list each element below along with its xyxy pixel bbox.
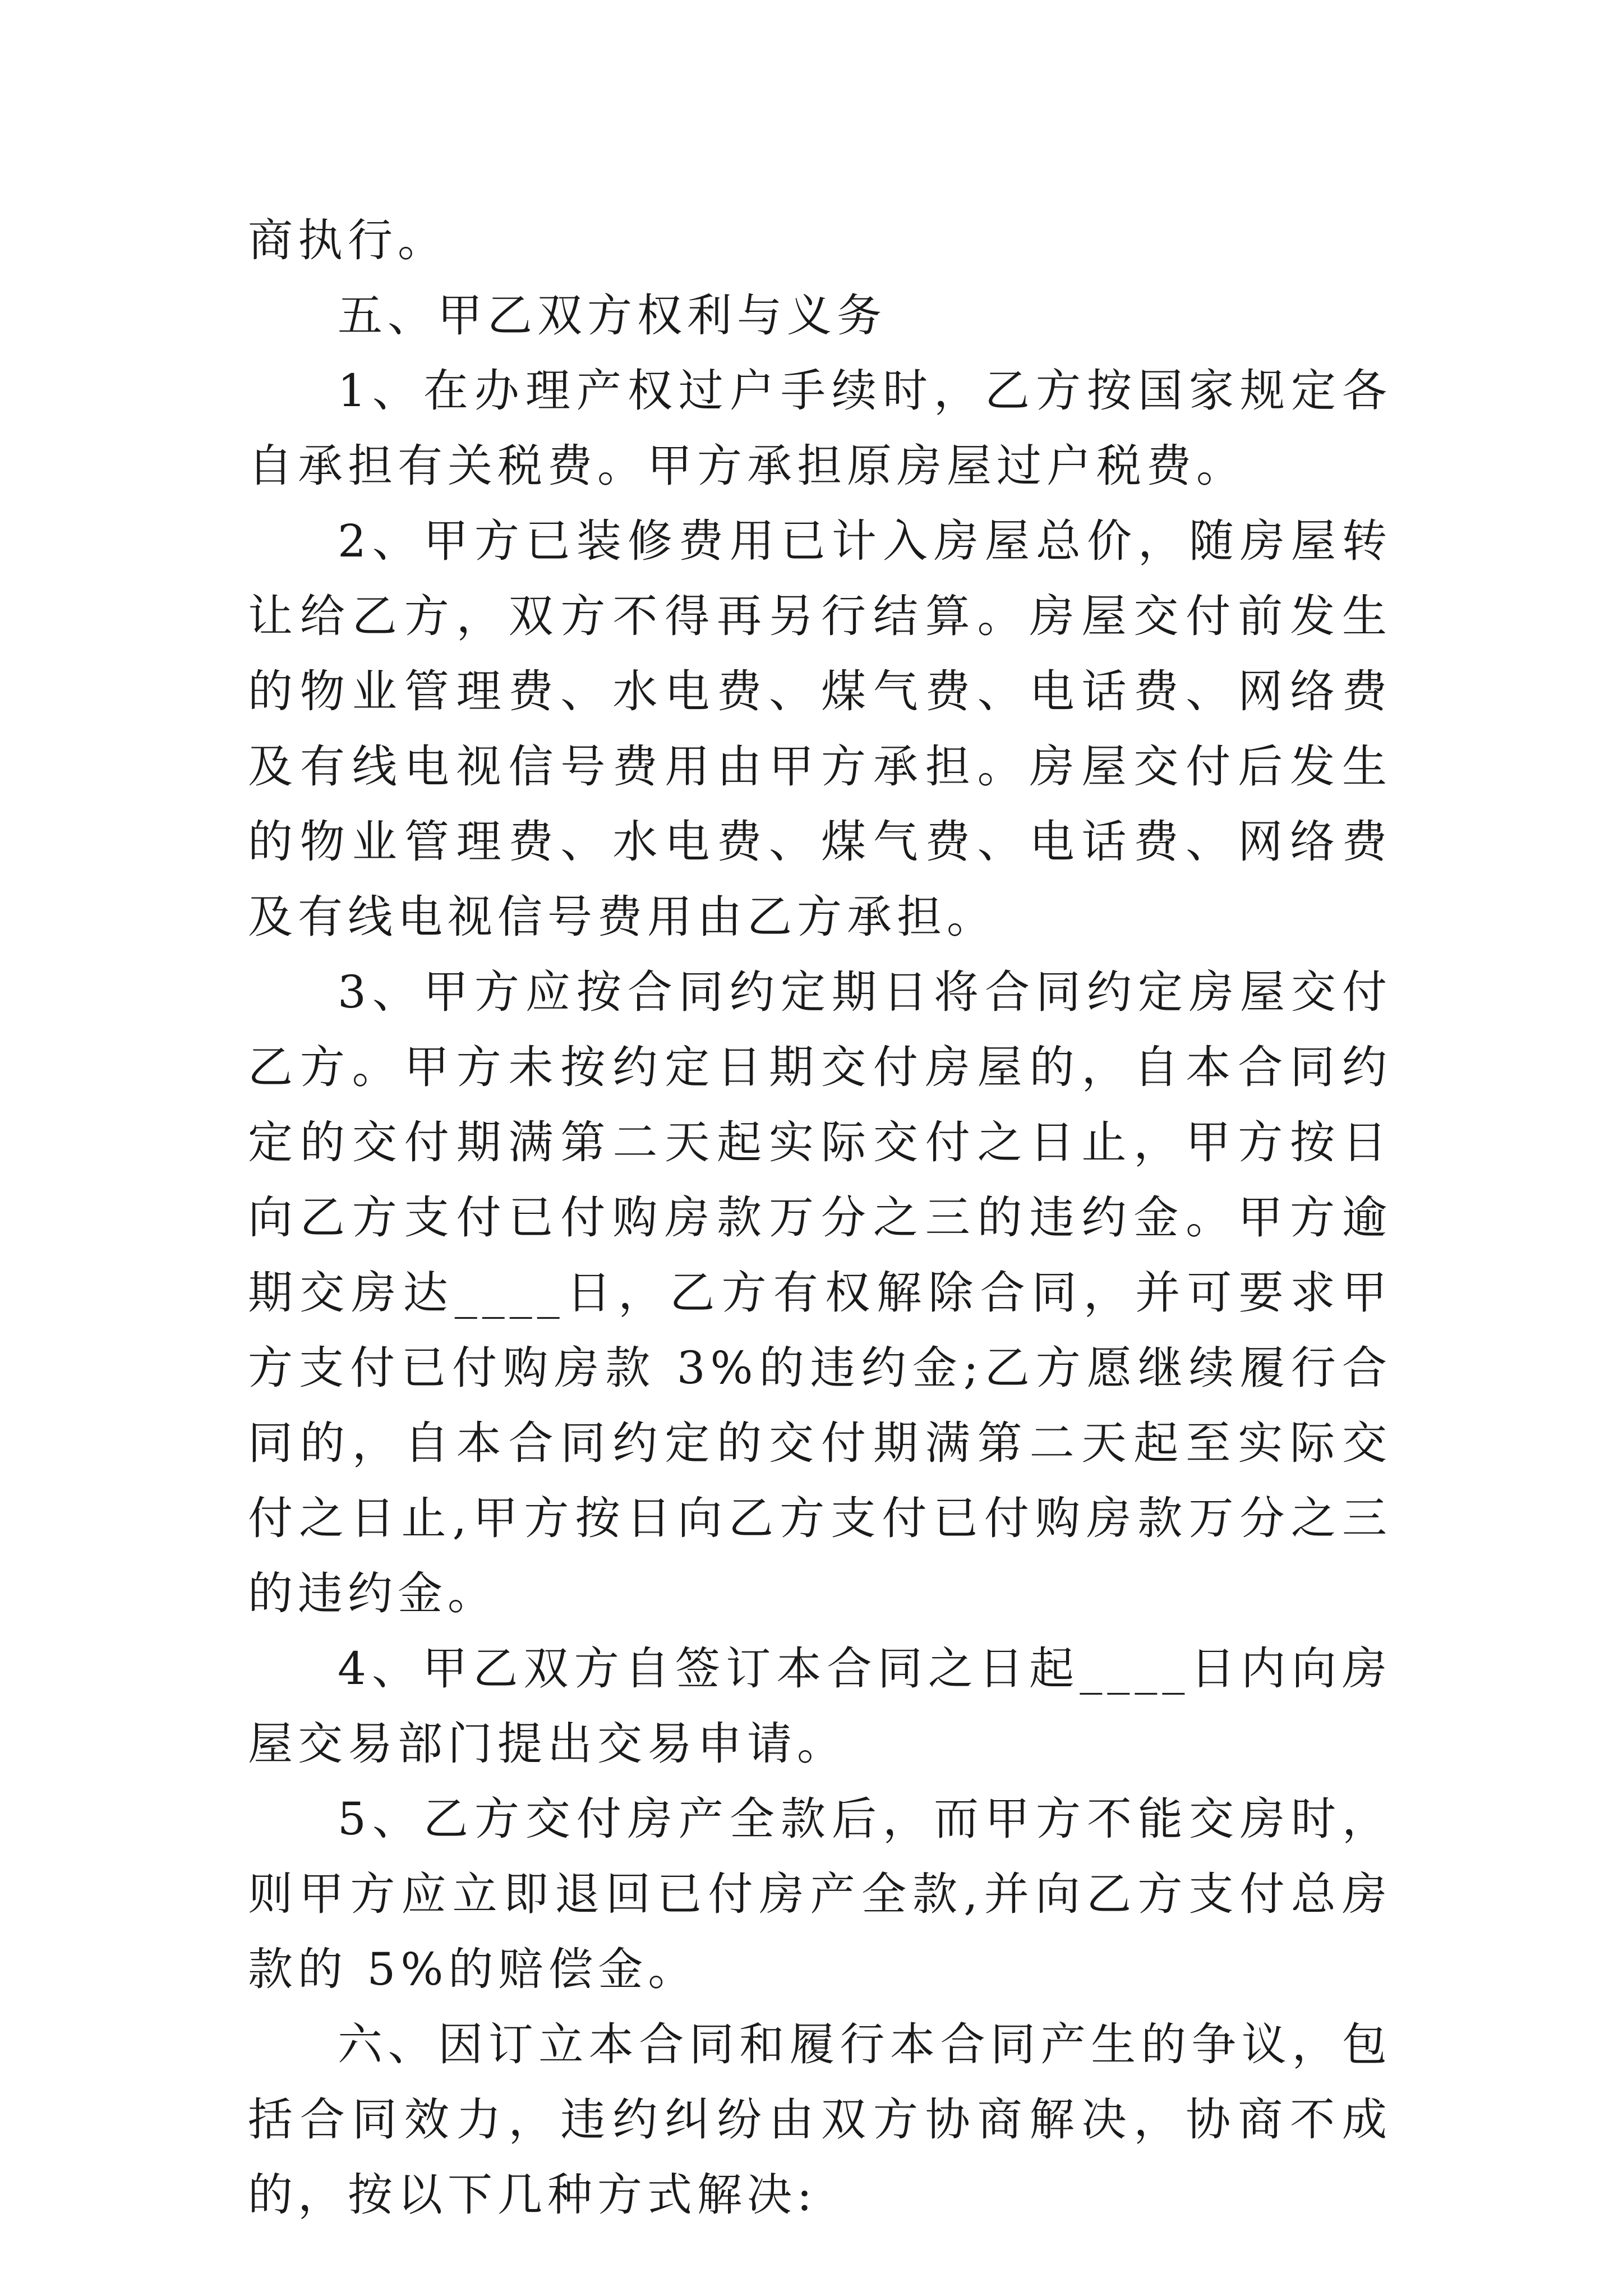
clause-4-application: 4、甲乙双方自签订本合同之日起____日内向房屋交易部门提出交易申请。 xyxy=(248,1642,1392,1770)
clause-5-compensation: 5、乙方交付房产全款后，而甲方不能交房时，则甲方应立即退回已付房产全款,并向乙方支付总房款的 5%的赔偿金。 xyxy=(248,1793,1392,1995)
paragraph-continuation: 商执行。 xyxy=(248,214,448,266)
clause-1-taxes: 1、在办理产权过户手续时，乙方按国家规定各自承担有关税费。甲方承担原房屋过户税费。 xyxy=(248,365,1392,492)
clause-2-fees: 2、甲方已装修费用已计入房屋总价，随房屋转让给乙方，双方不得再另行结算。房屋交付前发生的物业管理费、水电费、煤气费、电话费、网络费及有线电视信号费用由甲方承担。房屋交付后发生的物业管理费、水电费、煤气费、电话费、网络费及有线电视信号费用由乙方承担。 xyxy=(248,515,1392,943)
section-heading-disputes: 六、因订立本合同和履行本合同产生的争议，包括合同效力，违约纠纷由双方协商解决，协商不成的，按以下几种方式解决: xyxy=(248,2018,1392,2221)
section-heading-rights-obligations: 五、甲乙双方权利与义务 xyxy=(338,289,887,342)
document-body xyxy=(248,203,1392,2233)
clause-3-delivery: 3、甲方应按合同约定期日将合同约定房屋交付乙方。甲方未按约定日期交付房屋的，自本合同约定的交付期满第二天起实际交付之日止，甲方按日向乙方支付已付购房款万分之三的违约金。甲方逾期交房达____日，乙方有权解除合同，并可要求甲方支付已付购房款 3%的违约金;乙方愿继续履行合同的，自本合同约定的交付期满第二天起至实际交付之日止,甲方按日向乙方支付已付购房款万分之三的违约金。 xyxy=(248,966,1392,1619)
